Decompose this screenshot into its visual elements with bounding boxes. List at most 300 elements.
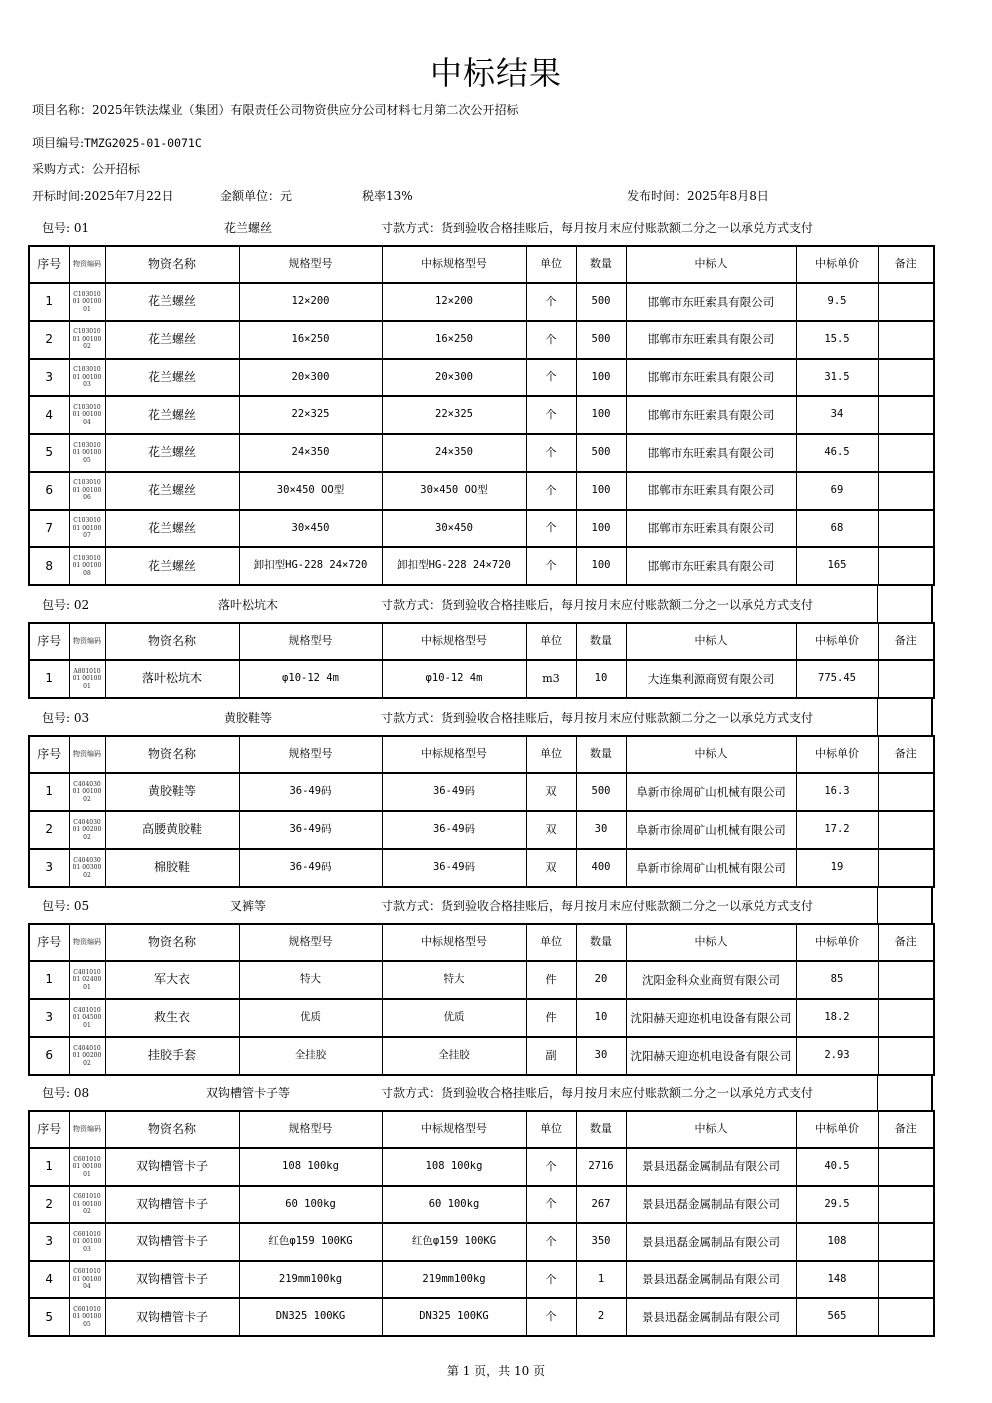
cell-win-spec: 红色φ159 100KG <box>382 1223 526 1261</box>
divider <box>877 1074 878 1110</box>
package-name: 落叶松坑木 <box>217 598 278 612</box>
divider <box>877 887 878 923</box>
payment-terms: 寸款方式：货到验收合格挂账后，每月按月末应付账款额二分之一以承兑方式支付 <box>381 598 814 612</box>
cell-code: C60101001 0010002 <box>69 1186 105 1224</box>
cell-seq: 1 <box>29 773 69 811</box>
cell-winner: 邯郸市东旺索具有限公司 <box>626 547 796 585</box>
cell-qty: 10 <box>576 999 626 1037</box>
header-name: 物资名称 <box>105 1111 239 1148</box>
table-row <box>29 849 934 887</box>
open-time-label: 开标时间: <box>32 189 85 203</box>
cell-winner: 景县迅磊金属制品有限公司 <box>626 1186 796 1224</box>
cell-unit: 副 <box>526 1037 576 1075</box>
header-seq: 序号 <box>29 246 69 283</box>
cell-seq: 1 <box>29 961 69 999</box>
table-row <box>29 472 934 510</box>
cell-winner: 沈阳金科众业商贸有限公司 <box>626 961 796 999</box>
results-table <box>28 245 935 586</box>
header-win-spec: 中标规格型号 <box>382 246 526 283</box>
header-price: 中标单价 <box>796 1111 878 1148</box>
cell-unit: 双 <box>526 811 576 849</box>
header-qty: 数量 <box>576 736 626 773</box>
cell-qty: 500 <box>576 773 626 811</box>
cell-unit: m3 <box>526 660 576 698</box>
package-label: 包号: 02 <box>42 598 90 612</box>
cell-name: 双钩槽管卡子 <box>105 1298 239 1336</box>
cell-winner: 邯郸市东旺索具有限公司 <box>626 359 796 397</box>
package-name: 黄胶鞋等 <box>223 711 272 725</box>
cell-code: C40403001 0010002 <box>69 773 105 811</box>
open-time: 2025年7月22日 <box>84 189 174 203</box>
cell-unit: 个 <box>526 472 576 510</box>
table-row <box>29 1298 934 1336</box>
header-winner: 中标人 <box>626 623 796 660</box>
header-unit: 单位 <box>526 246 576 283</box>
cell-name: 花兰螺丝 <box>105 547 239 585</box>
table-row <box>29 999 934 1037</box>
cell-spec: 30×450 OO型 <box>239 472 382 510</box>
cell-winner: 大连集利源商贸有限公司 <box>626 660 796 698</box>
cell-code: C40403001 0020002 <box>69 811 105 849</box>
divider <box>931 887 933 923</box>
cell-price: 19 <box>796 849 878 887</box>
cell-win-spec: 卸扣型HG-228 24×720 <box>382 547 526 585</box>
cell-win-spec: 16×250 <box>382 321 526 359</box>
cell-spec: 36-49码 <box>239 773 382 811</box>
cell-qty: 20 <box>576 961 626 999</box>
cell-unit: 个 <box>526 283 576 321</box>
cell-unit: 件 <box>526 999 576 1037</box>
header-spec: 规格型号 <box>239 246 382 283</box>
table-header-row <box>29 246 934 283</box>
table-row <box>29 1223 934 1261</box>
header-note: 备注 <box>878 246 934 283</box>
header-code: 物资编码 <box>69 1111 105 1148</box>
cell-name: 军大衣 <box>105 961 239 999</box>
table-row <box>29 434 934 472</box>
results-table <box>28 735 935 888</box>
cell-price: 17.2 <box>796 811 878 849</box>
cell-seq: 2 <box>29 811 69 849</box>
cell-name: 黄胶鞋等 <box>105 773 239 811</box>
cell-winner: 邯郸市东旺索具有限公司 <box>626 396 796 434</box>
cell-seq: 5 <box>29 1298 69 1336</box>
cell-win-spec: 219mm100kg <box>382 1261 526 1299</box>
package-label: 包号: 08 <box>42 1086 90 1100</box>
header-name: 物资名称 <box>105 736 239 773</box>
cell-price: 148 <box>796 1261 878 1299</box>
cell-name: 救生衣 <box>105 999 239 1037</box>
cell-code: C10301001 0010006 <box>69 472 105 510</box>
cell-unit: 个 <box>526 1186 576 1224</box>
table-header-row <box>29 623 934 660</box>
cell-name: 花兰螺丝 <box>105 396 239 434</box>
header-note: 备注 <box>878 623 934 660</box>
cell-name: 双钩槽管卡子 <box>105 1186 239 1224</box>
cell-unit: 个 <box>526 396 576 434</box>
cell-qty: 267 <box>576 1186 626 1224</box>
cell-note <box>878 396 934 434</box>
divider <box>931 586 933 622</box>
divider <box>877 586 878 622</box>
header-code: 物资编码 <box>69 736 105 773</box>
cell-unit: 个 <box>526 1261 576 1299</box>
divider <box>931 699 933 735</box>
package-name: 花兰螺丝 <box>223 221 272 235</box>
cell-qty: 400 <box>576 849 626 887</box>
table-row <box>29 1186 934 1224</box>
cell-winner: 邯郸市东旺索具有限公司 <box>626 434 796 472</box>
header-code: 物资编码 <box>69 246 105 283</box>
cell-unit: 个 <box>526 1148 576 1186</box>
cell-name: 落叶松坑木 <box>105 660 239 698</box>
cell-spec: 12×200 <box>239 283 382 321</box>
cell-name: 花兰螺丝 <box>105 283 239 321</box>
payment-terms: 寸款方式：货到验收合格挂账后，每月按月末应付账款额二分之一以承兑方式支付 <box>381 711 814 725</box>
cell-code: C40403001 0030002 <box>69 849 105 887</box>
publish-time-label: 发布时间： <box>627 189 688 203</box>
cell-win-spec: 30×450 OO型 <box>382 472 526 510</box>
cell-name: 花兰螺丝 <box>105 321 239 359</box>
table-row <box>29 359 934 397</box>
cell-spec: 卸扣型HG-228 24×720 <box>239 547 382 585</box>
cell-name: 高腰黄胶鞋 <box>105 811 239 849</box>
cell-price: 165 <box>796 547 878 585</box>
cell-price: 108 <box>796 1223 878 1261</box>
cell-spec: 优质 <box>239 999 382 1037</box>
cell-win-spec: 22×325 <box>382 396 526 434</box>
cell-code: C10301001 0010001 <box>69 283 105 321</box>
cell-win-spec: 12×200 <box>382 283 526 321</box>
table-header-row <box>29 736 934 773</box>
cell-spec: 30×450 <box>239 510 382 548</box>
header-price: 中标单价 <box>796 736 878 773</box>
cell-spec: 20×300 <box>239 359 382 397</box>
package-label: 包号: 01 <box>42 221 90 235</box>
cell-win-spec: 60 100kg <box>382 1186 526 1224</box>
cell-note <box>878 811 934 849</box>
cell-winner: 邯郸市东旺索具有限公司 <box>626 510 796 548</box>
header-win-spec: 中标规格型号 <box>382 623 526 660</box>
cell-qty: 350 <box>576 1223 626 1261</box>
cell-note <box>878 773 934 811</box>
header-price: 中标单价 <box>796 623 878 660</box>
tax-rate: 税率13% <box>362 189 413 203</box>
header-name: 物资名称 <box>105 246 239 283</box>
cell-note <box>878 321 934 359</box>
cell-price: 29.5 <box>796 1186 878 1224</box>
page-footer: 第 1 页，共 10 页 <box>446 1364 546 1378</box>
cell-qty: 10 <box>576 660 626 698</box>
results-table <box>28 622 935 699</box>
cell-win-spec: φ10-12 4m <box>382 660 526 698</box>
cell-spec: 24×350 <box>239 434 382 472</box>
cell-qty: 500 <box>576 434 626 472</box>
cell-seq: 2 <box>29 321 69 359</box>
cell-price: 2.93 <box>796 1037 878 1075</box>
cell-spec: 219mm100kg <box>239 1261 382 1299</box>
cell-spec: 16×250 <box>239 321 382 359</box>
cell-unit: 件 <box>526 961 576 999</box>
cell-winner: 阜新市徐周矿山机械有限公司 <box>626 773 796 811</box>
cell-qty: 500 <box>576 321 626 359</box>
header-unit: 单位 <box>526 924 576 961</box>
cell-note <box>878 283 934 321</box>
cell-price: 85 <box>796 961 878 999</box>
cell-winner: 邯郸市东旺索具有限公司 <box>626 283 796 321</box>
cell-note <box>878 1223 934 1261</box>
table-row <box>29 396 934 434</box>
cell-seq: 1 <box>29 660 69 698</box>
header-win-spec: 中标规格型号 <box>382 924 526 961</box>
cell-win-spec: 36-49码 <box>382 773 526 811</box>
info-line <box>32 187 932 204</box>
cell-win-spec: 优质 <box>382 999 526 1037</box>
cell-seq: 3 <box>29 999 69 1037</box>
header-spec: 规格型号 <box>239 924 382 961</box>
cell-note <box>878 1148 934 1186</box>
publish-time-line <box>627 187 769 204</box>
project-name-label: 项目名称： <box>32 103 93 117</box>
cell-seq: 4 <box>29 1261 69 1299</box>
cell-unit: 个 <box>526 510 576 548</box>
cell-price: 69 <box>796 472 878 510</box>
cell-unit: 个 <box>526 1298 576 1336</box>
cell-price: 68 <box>796 510 878 548</box>
table-row <box>29 1148 934 1186</box>
cell-unit: 双 <box>526 849 576 887</box>
cell-spec: 36-49码 <box>239 811 382 849</box>
table-row <box>29 1037 934 1075</box>
cell-spec: DN325 100KG <box>239 1298 382 1336</box>
cell-price: 15.5 <box>796 321 878 359</box>
cell-spec: 60 100kg <box>239 1186 382 1224</box>
cell-note <box>878 434 934 472</box>
cell-seq: 3 <box>29 1223 69 1261</box>
cell-winner: 景县迅磊金属制品有限公司 <box>626 1223 796 1261</box>
project-code-line <box>32 134 202 151</box>
cell-note <box>878 359 934 397</box>
cell-note <box>878 999 934 1037</box>
cell-unit: 双 <box>526 773 576 811</box>
cell-note <box>878 510 934 548</box>
cell-seq: 5 <box>29 434 69 472</box>
cell-name: 花兰螺丝 <box>105 434 239 472</box>
cell-qty: 100 <box>576 547 626 585</box>
cell-unit: 个 <box>526 434 576 472</box>
cell-seq: 1 <box>29 1148 69 1186</box>
cell-qty: 2716 <box>576 1148 626 1186</box>
cell-winner: 邯郸市东旺索具有限公司 <box>626 472 796 510</box>
header-seq: 序号 <box>29 623 69 660</box>
cell-price: 565 <box>796 1298 878 1336</box>
header-code: 物资编码 <box>69 924 105 961</box>
header-seq: 序号 <box>29 924 69 961</box>
header-winner: 中标人 <box>626 1111 796 1148</box>
cell-win-spec: 36-49码 <box>382 849 526 887</box>
header-note: 备注 <box>878 924 934 961</box>
cell-qty: 2 <box>576 1298 626 1336</box>
header-qty: 数量 <box>576 623 626 660</box>
cell-name: 花兰螺丝 <box>105 359 239 397</box>
payment-terms: 寸款方式：货到验收合格挂账后，每月按月末应付账款额二分之一以承兑方式支付 <box>381 221 814 235</box>
cell-code: C40101001 0240001 <box>69 961 105 999</box>
payment-terms: 寸款方式：货到验收合格挂账后，每月按月末应付账款额二分之一以承兑方式支付 <box>381 1086 814 1100</box>
cell-qty: 1 <box>576 1261 626 1299</box>
divider <box>877 699 878 735</box>
cell-seq: 6 <box>29 1037 69 1075</box>
cell-code: C10301001 0010007 <box>69 510 105 548</box>
cell-note <box>878 660 934 698</box>
table-header-row <box>29 1111 934 1148</box>
cell-seq: 4 <box>29 396 69 434</box>
cell-unit: 个 <box>526 1223 576 1261</box>
header-unit: 单位 <box>526 623 576 660</box>
cell-code: C60101001 0010001 <box>69 1148 105 1186</box>
cell-spec: 特大 <box>239 961 382 999</box>
cell-winner: 沈阳赫天迎迩机电设备有限公司 <box>626 1037 796 1075</box>
header-spec: 规格型号 <box>239 623 382 660</box>
project-name-line <box>32 101 519 118</box>
package-label: 包号: 03 <box>42 711 90 725</box>
cell-win-spec: 特大 <box>382 961 526 999</box>
cell-winner: 景县迅磊金属制品有限公司 <box>626 1148 796 1186</box>
package-label: 包号: 05 <box>42 899 90 913</box>
cell-note <box>878 961 934 999</box>
cell-price: 46.5 <box>796 434 878 472</box>
cell-code: C10301001 0010003 <box>69 359 105 397</box>
cell-qty: 30 <box>576 811 626 849</box>
header-name: 物资名称 <box>105 623 239 660</box>
header-unit: 单位 <box>526 1111 576 1148</box>
cell-spec: 36-49码 <box>239 849 382 887</box>
cell-price: 31.5 <box>796 359 878 397</box>
cell-seq: 1 <box>29 283 69 321</box>
cell-code: C10301001 0010005 <box>69 434 105 472</box>
cell-win-spec: 36-49码 <box>382 811 526 849</box>
header-spec: 规格型号 <box>239 1111 382 1148</box>
cell-name: 挂胶手套 <box>105 1037 239 1075</box>
table-row <box>29 773 934 811</box>
procurement-method: 公开招标 <box>92 162 141 176</box>
header-note: 备注 <box>878 736 934 773</box>
cell-price: 18.2 <box>796 999 878 1037</box>
cell-unit: 个 <box>526 359 576 397</box>
cell-qty: 100 <box>576 472 626 510</box>
table-row <box>29 321 934 359</box>
cell-price: 16.3 <box>796 773 878 811</box>
cell-spec: 108 100kg <box>239 1148 382 1186</box>
cell-note <box>878 1298 934 1336</box>
cell-note <box>878 849 934 887</box>
cell-note <box>878 1261 934 1299</box>
cell-code: A80101001 0010001 <box>69 660 105 698</box>
cell-note <box>878 1186 934 1224</box>
cell-spec: 红色φ159 100KG <box>239 1223 382 1261</box>
cell-name: 双钩槽管卡子 <box>105 1223 239 1261</box>
header-note: 备注 <box>878 1111 934 1148</box>
cell-seq: 3 <box>29 849 69 887</box>
page-title: 中标结果 <box>429 54 562 92</box>
cell-seq: 8 <box>29 547 69 585</box>
table-row <box>29 510 934 548</box>
cell-seq: 2 <box>29 1186 69 1224</box>
project-code-label: 项目编号: <box>32 136 85 150</box>
cell-code: C10301001 0010002 <box>69 321 105 359</box>
cell-winner: 阜新市徐周矿山机械有限公司 <box>626 811 796 849</box>
header-unit: 单位 <box>526 736 576 773</box>
package-name: 叉裤等 <box>229 899 266 913</box>
cell-qty: 500 <box>576 283 626 321</box>
header-winner: 中标人 <box>626 736 796 773</box>
cell-price: 40.5 <box>796 1148 878 1186</box>
cell-unit: 个 <box>526 321 576 359</box>
cell-price: 9.5 <box>796 283 878 321</box>
cell-price: 775.45 <box>796 660 878 698</box>
cell-spec: φ10-12 4m <box>239 660 382 698</box>
cell-spec: 22×325 <box>239 396 382 434</box>
payment-terms: 寸款方式：货到验收合格挂账后，每月按月末应付账款额二分之一以承兑方式支付 <box>381 899 814 913</box>
cell-note <box>878 472 934 510</box>
currency-label: 金额单位： <box>220 189 281 203</box>
procurement-method-line <box>32 160 140 177</box>
cell-code: C60101001 0010004 <box>69 1261 105 1299</box>
results-table <box>28 1110 935 1337</box>
cell-win-spec: 20×300 <box>382 359 526 397</box>
header-seq: 序号 <box>29 1111 69 1148</box>
cell-code: C10301001 0010008 <box>69 547 105 585</box>
project-code: TMZG2025-01-0071C <box>84 136 202 150</box>
cell-seq: 6 <box>29 472 69 510</box>
header-price: 中标单价 <box>796 924 878 961</box>
cell-price: 34 <box>796 396 878 434</box>
cell-seq: 7 <box>29 510 69 548</box>
cell-code: C40401001 0020002 <box>69 1037 105 1075</box>
cell-spec: 全挂胶 <box>239 1037 382 1075</box>
cell-note <box>878 547 934 585</box>
table-row <box>29 547 934 585</box>
cell-unit: 个 <box>526 547 576 585</box>
table-row <box>29 283 934 321</box>
cell-name: 双钩槽管卡子 <box>105 1148 239 1186</box>
table-row <box>29 961 934 999</box>
header-qty: 数量 <box>576 246 626 283</box>
cell-win-spec: 30×450 <box>382 510 526 548</box>
cell-qty: 100 <box>576 359 626 397</box>
project-name: 2025年铁法煤业（集团）有限责任公司物资供应分公司材料七月第二次公开招标 <box>92 103 519 117</box>
currency-value: 元 <box>280 189 293 203</box>
cell-seq: 3 <box>29 359 69 397</box>
header-spec: 规格型号 <box>239 736 382 773</box>
table-row <box>29 811 934 849</box>
currency-unit <box>220 187 292 204</box>
cell-name: 双钩槽管卡子 <box>105 1261 239 1299</box>
table-row <box>29 660 934 698</box>
header-win-spec: 中标规格型号 <box>382 1111 526 1148</box>
header-qty: 数量 <box>576 924 626 961</box>
cell-code: C40101001 0450001 <box>69 999 105 1037</box>
cell-code: C10301001 0010004 <box>69 396 105 434</box>
cell-code: C60101001 0010003 <box>69 1223 105 1261</box>
cell-name: 棉胶鞋 <box>105 849 239 887</box>
cell-code: C60101001 0010005 <box>69 1298 105 1336</box>
cell-note <box>878 1037 934 1075</box>
table-row <box>29 1261 934 1299</box>
cell-qty: 30 <box>576 1037 626 1075</box>
header-name: 物资名称 <box>105 924 239 961</box>
header-winner: 中标人 <box>626 246 796 283</box>
publish-time: 2025年8月8日 <box>687 189 769 203</box>
